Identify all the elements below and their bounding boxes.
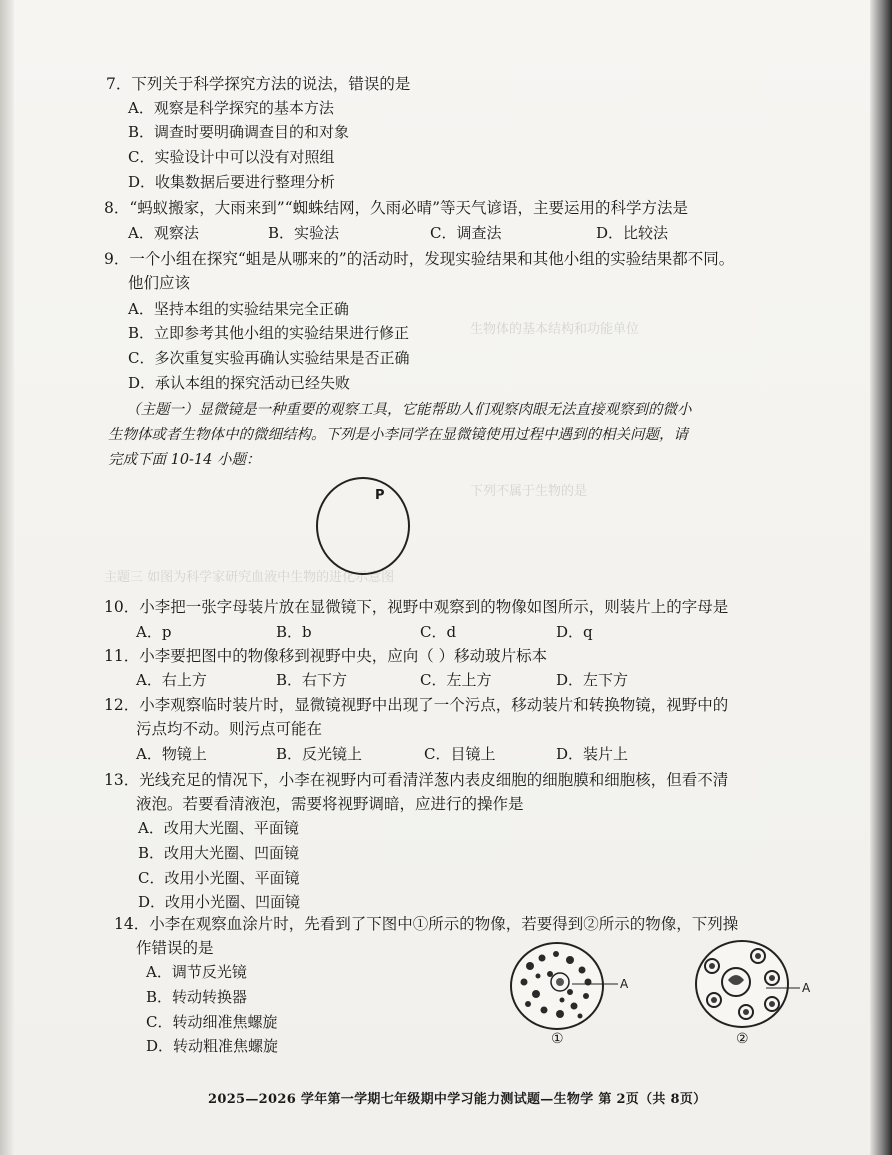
question-10-stem: 10．小李把一张字母装片放在显微镜下，视野中观察到的物像如图所示，则装片上的字母是 bbox=[104, 598, 729, 616]
q13-option-a: A．改用大光圈、平面镜 bbox=[138, 819, 299, 837]
q8-option-b: B．实验法 bbox=[268, 224, 340, 242]
microscope-field-figure bbox=[314, 474, 414, 578]
q11-option-a: A．右上方 bbox=[136, 671, 207, 689]
question-9-stem-cont: 他们应该 bbox=[128, 274, 191, 292]
figure-2-label: ② bbox=[736, 1031, 749, 1047]
pointer-label-a: A bbox=[620, 977, 629, 991]
q14-option-a: A．调节反光镜 bbox=[146, 963, 247, 981]
q7-option-a: A．观察是科学探究的基本方法 bbox=[128, 99, 334, 117]
blood-smear-figures bbox=[500, 938, 810, 1048]
q7-option-b: B．调查时要明确调查目的和对象 bbox=[128, 123, 350, 141]
question-9-stem: 9．一个小组在探究“蛆是从哪来的”的活动时，发现实验结果和其他小组的实验结果都不同。 bbox=[104, 250, 735, 268]
q8-option-c: C．调查法 bbox=[430, 224, 502, 242]
page-footer: 2025—2026 学年第一学期七年级期中学习能力测试题—生物学 第 2页（共 8页） bbox=[208, 1092, 707, 1107]
q11-options bbox=[136, 669, 696, 691]
q12-option-a: A．物镜上 bbox=[136, 745, 207, 763]
q7-option-c: C．实验设计中可以没有对照组 bbox=[128, 148, 335, 166]
q10-option-b: B．b bbox=[276, 623, 312, 641]
blood-smear-view-2 bbox=[696, 941, 800, 1027]
question-8-stem: 8．“蚂蚁搬家，大雨来到”“蜘蛛结网，久雨必晴”等天气谚语，主要运用的科学方法是 bbox=[104, 199, 689, 217]
q13-option-b: B．改用大光圈、凹面镜 bbox=[138, 844, 300, 862]
question-13-stem-cont: 液泡。若要看清液泡，需要将视野调暗，应进行的操作是 bbox=[136, 795, 524, 813]
theme-1-intro bbox=[108, 398, 786, 473]
q14-option-b: B．转动转换器 bbox=[146, 988, 248, 1006]
q12-option-d: D．装片上 bbox=[556, 745, 629, 763]
theme-1-line: 生物体或者生物体中的微细结构。下列是小李同学在显微镜使用过程中遇到的相关问题，请 bbox=[108, 427, 688, 443]
question-12-stem: 12．小李观察临时装片时，显微镜视野中出现了一个污点，移动装片和转换物镜，视野中的 bbox=[104, 696, 729, 714]
pointer-label-a: A bbox=[802, 981, 811, 995]
q10-option-c: C．d bbox=[420, 623, 457, 641]
page-right-edge bbox=[870, 0, 892, 1155]
q11-option-d: D．左下方 bbox=[556, 671, 629, 689]
show-through-text: 生物体的基本结构和功能单位 bbox=[470, 322, 640, 337]
q12-options bbox=[136, 743, 696, 765]
theme-1-line: （主题一）显微镜是一种重要的观察工具，它能帮助人们观察肉眼无法直接观察到的微小 bbox=[126, 402, 692, 418]
q8-options bbox=[128, 222, 688, 244]
show-through-text: 下列不属于生物的是 bbox=[470, 484, 588, 499]
q13-option-c: C．改用小光圈、平面镜 bbox=[138, 869, 300, 887]
figure-1-label: ① bbox=[551, 1031, 564, 1047]
q10-option-d: D．q bbox=[556, 623, 593, 641]
page-left-edge bbox=[0, 0, 14, 1155]
q8-option-d: D．比较法 bbox=[596, 224, 669, 242]
question-14-stem-cont: 作错误的是 bbox=[136, 939, 214, 957]
q10-options bbox=[136, 621, 656, 643]
q7-option-d: D．收集数据后要进行整理分析 bbox=[128, 173, 336, 191]
show-through-text: 主题三 如图为科学家研究血液中生物的进化示意图 bbox=[104, 570, 395, 585]
figure-letter: P bbox=[375, 488, 385, 503]
q14-option-c: C．转动细准焦螺旋 bbox=[146, 1013, 278, 1031]
q9-option-d: D．承认本组的探究活动已经失败 bbox=[128, 374, 351, 392]
question-12-stem-cont: 污点均不动。则污点可能在 bbox=[136, 720, 323, 738]
q9-option-c: C．多次重复实验再确认实验结果是否正确 bbox=[128, 349, 410, 367]
question-11-stem: 11．小李要把图中的物像移到视野中央，应向（ ）移动玻片标本 bbox=[104, 647, 548, 665]
q13-option-d: D．改用小光圈、凹面镜 bbox=[138, 893, 301, 911]
q10-option-a: A．p bbox=[136, 623, 172, 641]
blood-smear-view-1 bbox=[511, 943, 618, 1029]
q11-option-c: C．左上方 bbox=[420, 671, 492, 689]
q8-option-a: A．观察法 bbox=[128, 224, 199, 242]
q11-option-b: B．右下方 bbox=[276, 671, 348, 689]
q12-option-c: C．目镜上 bbox=[424, 745, 496, 763]
q14-option-d: D．转动粗准焦螺旋 bbox=[146, 1037, 279, 1055]
q12-option-b: B．反光镜上 bbox=[276, 745, 363, 763]
q9-option-a: A．坚持本组的实验结果完全正确 bbox=[128, 300, 349, 318]
theme-1-line: 完成下面 10-14 小题： bbox=[108, 452, 261, 468]
question-14-stem: 14．小李在观察血涂片时，先看到了下图中①所示的物像，若要得到②所示的物像，下列操 bbox=[114, 915, 739, 933]
q9-option-b: B．立即参考其他小组的实验结果进行修正 bbox=[128, 324, 410, 342]
question-7-stem: 7．下列关于科学探究方法的说法，错误的是 bbox=[106, 75, 411, 93]
question-13-stem: 13．光线充足的情况下，小李在视野内可看清洋葱内表皮细胞的细胞膜和细胞核，但看不清 bbox=[104, 771, 729, 789]
field-of-view-circle bbox=[317, 478, 409, 574]
